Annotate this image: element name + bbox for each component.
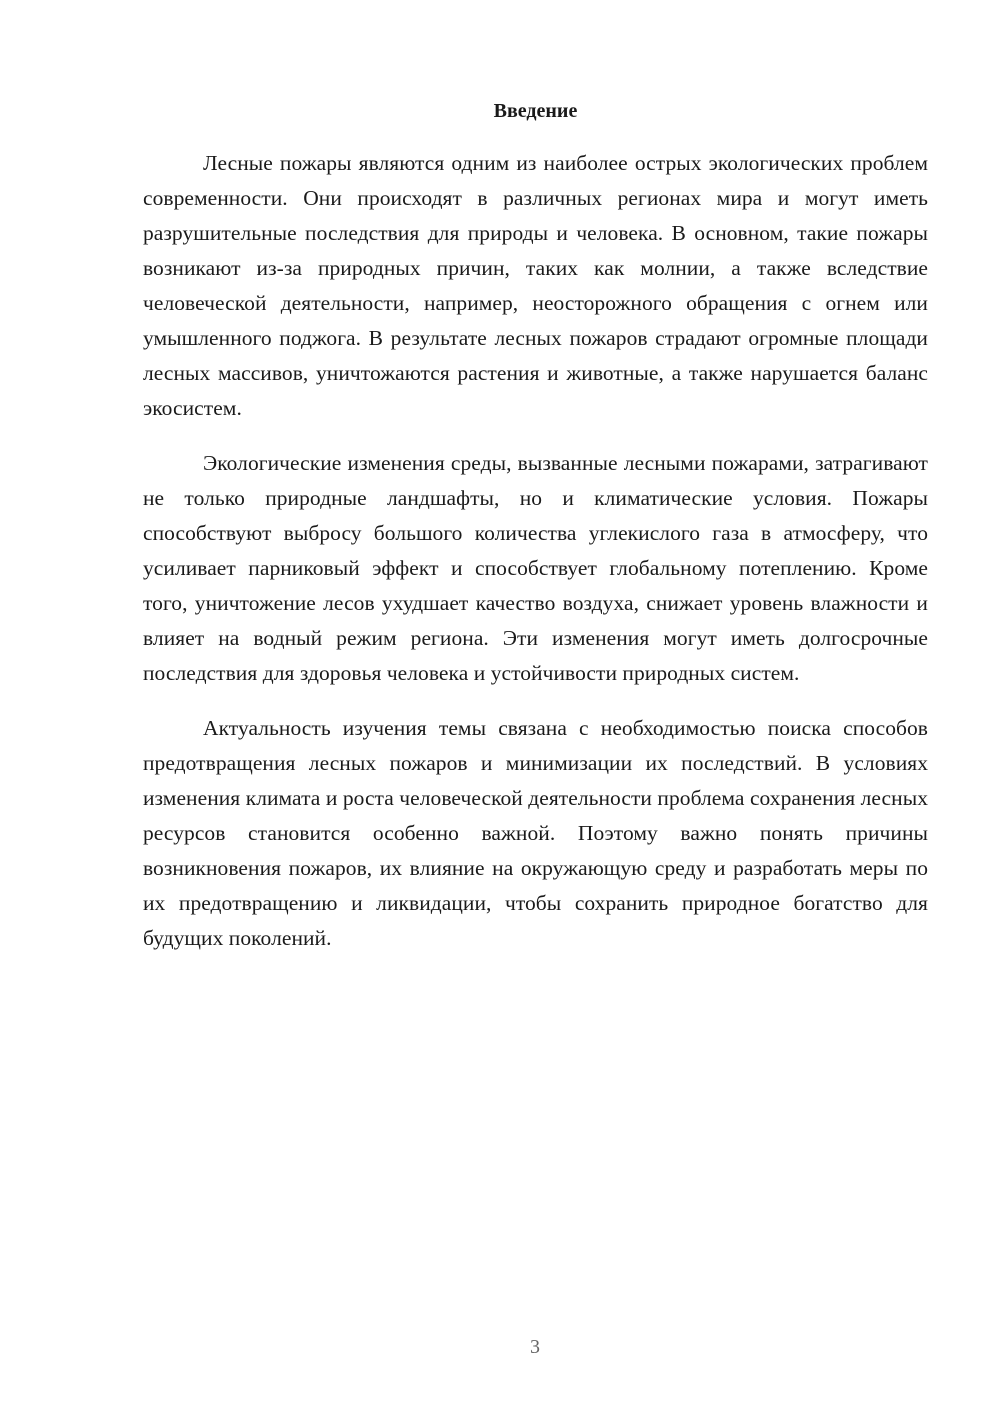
paragraph-3: Актуальность изучения темы связана с необходимостью поиска способов предотвращения лесных пожаров и минимизации их последствий. В условиях изменения климата и роста человеческой деятельности проблема сохранения лесных ресурсов становится особенно важной. Поэтому важно понять причины возникновения пожаров, их влияние на окружающую среду и разработать меры по их предотвращению и ликвидации, чтобы сохранить природное богатство для будущих поколений. (143, 716, 928, 950)
page-body (143, 97, 928, 956)
paragraph-1: Лесные пожары являются одним из наиболее острых экологических проблем современности. Они происходят в различных регионах мира и могут иметь разрушительные последствия для природы и человека. В основном, такие пожары возникают из-за природных причин, таких как молнии, а также вследствие человеческой деятельности, например, неосторожного обращения с огнем или умышленного поджога. В результате лесных пожаров страдают огромные площади лесных массивов, уничтожаются растения и животные, а также нарушается баланс экосистем. (143, 151, 928, 420)
paragraph-2: Экологические изменения среды, вызванные лесными пожарами, затрагивают не только природные ландшафты, но и климатические условия. Пожары способствуют выбросу большого количества углекислого газа в атмосферу, что усиливает парниковый эффект и способствует глобальному потеплению. Кроме того, уничтожение лесов ухудшает качество воздуха, снижает уровень влажности и влияет на водный режим региона. Эти изменения могут иметь долгосрочные последствия для здоровья человека и устойчивости природных систем. (143, 451, 928, 685)
section-title: Введение (493, 100, 578, 122)
page-number: 3 (530, 1336, 540, 1358)
